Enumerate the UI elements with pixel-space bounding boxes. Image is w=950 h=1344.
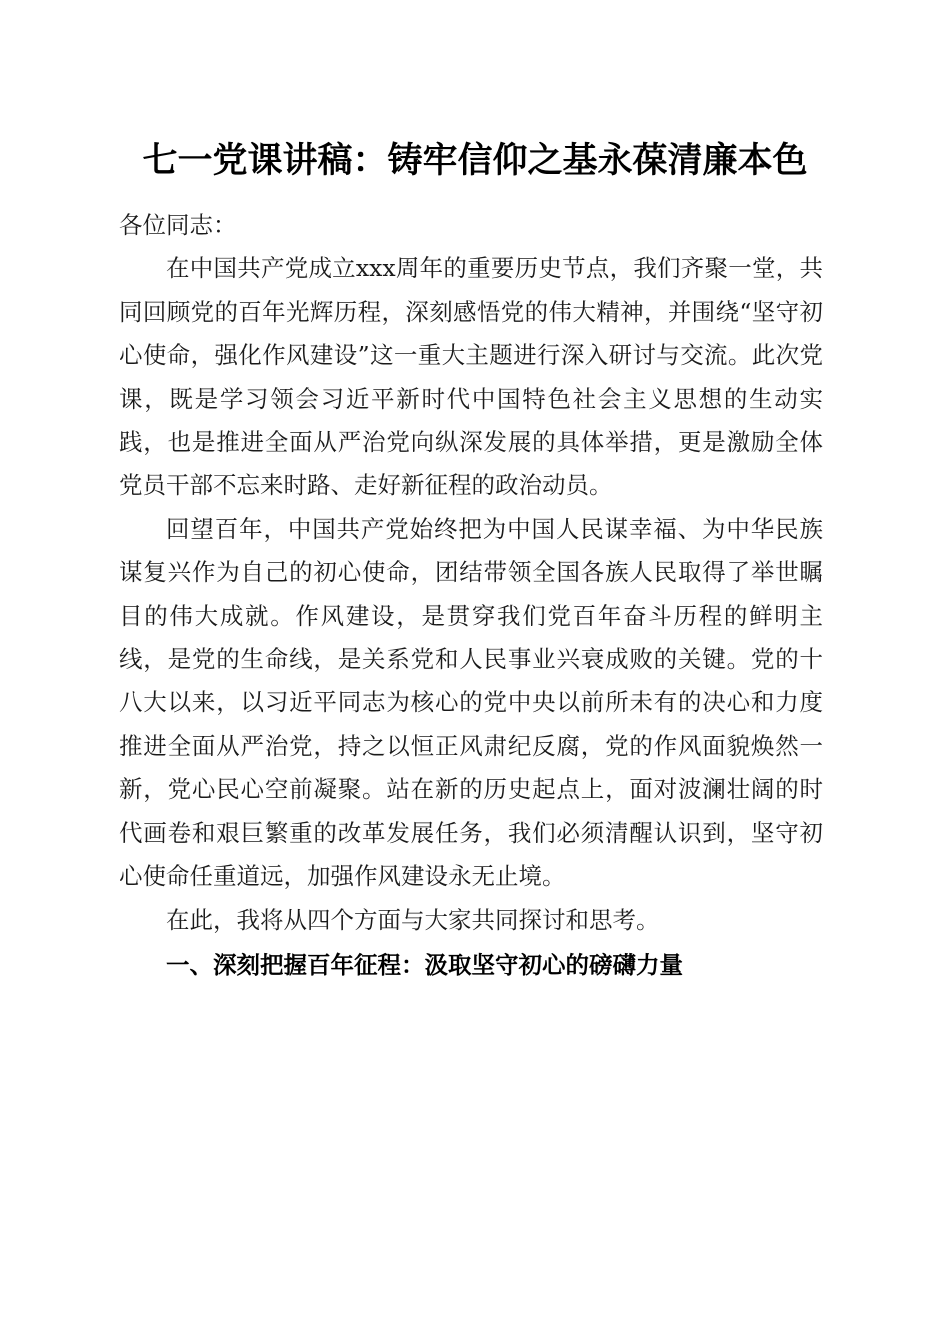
section-heading: 一、深刻把握百年征程：汲取坚守初心的磅礴力量 xyxy=(166,950,683,979)
paragraph-outline: 在此，我将从四个方面与大家共同探讨和思考。 xyxy=(166,905,660,934)
document-title: 七一党课讲稿：铸牢信仰之基永葆清廉本色 xyxy=(142,140,808,181)
document-body xyxy=(119,204,823,987)
paragraph-history: 回望百年，中国共产党始终把为中国人民谋幸福、为中华民族谋复兴作为自己的初心使命，团结带领全国各族人民取得了举世瞩目的伟大成就。作风建设，是贯穿我们党百年奋斗历程的鲜明主线，是党的生命线，是关系党和人民事业兴衰成败的关键。党的十八大以来，以习近平同志为核心的党中央以前所未有的决心和力度推进全面从严治党，持之以恒正风肃纪反腐，党的作风面貌焕然一新，党心民心空前凝聚。站在新的历史起点上，面对波澜壮阔的时代画卷和艰巨繁重的改革发展任务，我们必须清醒认识到，坚守初心使命任重道远，加强作风建设永无止境。 xyxy=(119,514,823,891)
salutation: 各位同志： xyxy=(119,211,237,239)
paragraph-intro: 在中国共产党成立xxx周年的重要历史节点，我们齐聚一堂，共同回顾党的百年光辉历程，深刻感悟党的伟大精神，并围绕“坚守初心使命，强化作风建设”这一重大主题进行深入研讨与交流。此次党课，既是学习领会习近平新时代中国特色社会主义思想的生动实践，也是推进全面从严治党向纵深发展的具体举措，更是激励全体党员干部不忘来时路、走好新征程的政治动员。 xyxy=(119,254,823,500)
